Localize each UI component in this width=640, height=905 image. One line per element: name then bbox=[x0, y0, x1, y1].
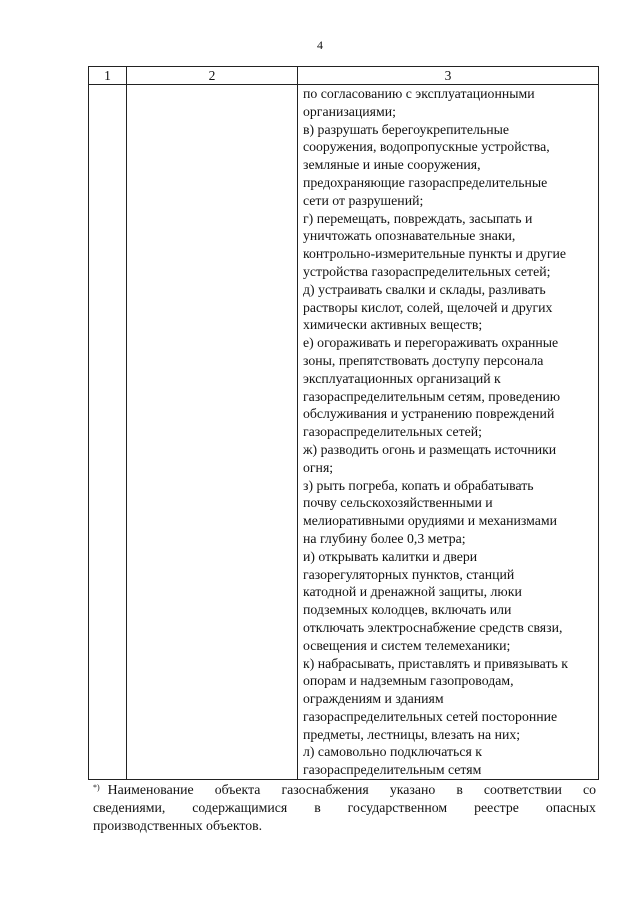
footnote-word: соответствии bbox=[483, 782, 562, 797]
prohibitions-list-text: по согласованию с эксплуатационными организациями; в) разрушать берегоукрепительные сооружения, водопропускные устройства, земляные и иные сооружения, предохраняющие газораспределительные сети от разрушений; г) перемещать, повреждать, засыпать и уничтожать опознавательные знаки, контрольно-измерительные пункты и другие устройства газораспределительных сетей; д) устраивать свалки и склады, разливать растворы кислот, солей, щелочей и других химически активных веществ; е) огораживать и перегораживать охранные зоны, препятствовать доступу персонала эксплуатационных организаций к газораспределительным сетям, проведению обслуживания и устранению повреждений газораспределительных сетей; ж) разводить огонь и размещать источники огня; з) рыть погреба, копать и обрабатывать почву сельскохозяйственными и мелиоративными орудиями и механизмами на глубину более 0,3 метра; и) открывать калитки и двери газорегуляторных пунктов, станций катодной и дренажной защиты, люки подземных колодцев, включать или отключать электроснабжение средств связи, освещения и систем телемеханики; к) набрасывать, приставлять и привязывать к опорам и надземным газопроводам, ограждениям и зданиям газораспределительных сетей посторонние предметы, лестницы, влезать на них; л) самовольно подключаться к газораспределительным сетям bbox=[303, 86, 568, 778]
table-header-row bbox=[89, 67, 599, 85]
footnote bbox=[93, 781, 596, 835]
column-2-header: 2 bbox=[127, 67, 298, 85]
footnote-word: сведениями, bbox=[93, 800, 166, 815]
page-number: 4 bbox=[317, 38, 323, 52]
footnote-word: газоснабжения bbox=[281, 782, 369, 797]
column-2-cell bbox=[127, 85, 298, 780]
footnote-first-word: *) Наименование bbox=[93, 782, 194, 797]
footnote-word: государственном bbox=[347, 800, 448, 815]
footnote-word: опасных bbox=[545, 800, 596, 815]
footnote-word: со bbox=[582, 782, 596, 797]
footnote-mark: *) bbox=[93, 783, 100, 792]
footnote-line-1 bbox=[93, 781, 596, 799]
footnote-line-3: производственных объектов. bbox=[93, 818, 263, 833]
column-1-header: 1 bbox=[89, 67, 127, 85]
footnote-word: указано bbox=[389, 782, 436, 797]
column-3-header: 3 bbox=[298, 67, 599, 85]
footnote-line-2 bbox=[93, 799, 596, 817]
document-table bbox=[88, 66, 599, 780]
footnote-word: содержащимися bbox=[192, 800, 288, 815]
column-1-cell bbox=[89, 85, 127, 780]
footnote-word: в bbox=[314, 800, 321, 815]
column-3-cell bbox=[298, 85, 599, 780]
footnote-word: в bbox=[456, 782, 463, 797]
table-row bbox=[89, 85, 599, 780]
footnote-word: объекта bbox=[214, 782, 261, 797]
footnote-word: реестре bbox=[474, 800, 519, 815]
